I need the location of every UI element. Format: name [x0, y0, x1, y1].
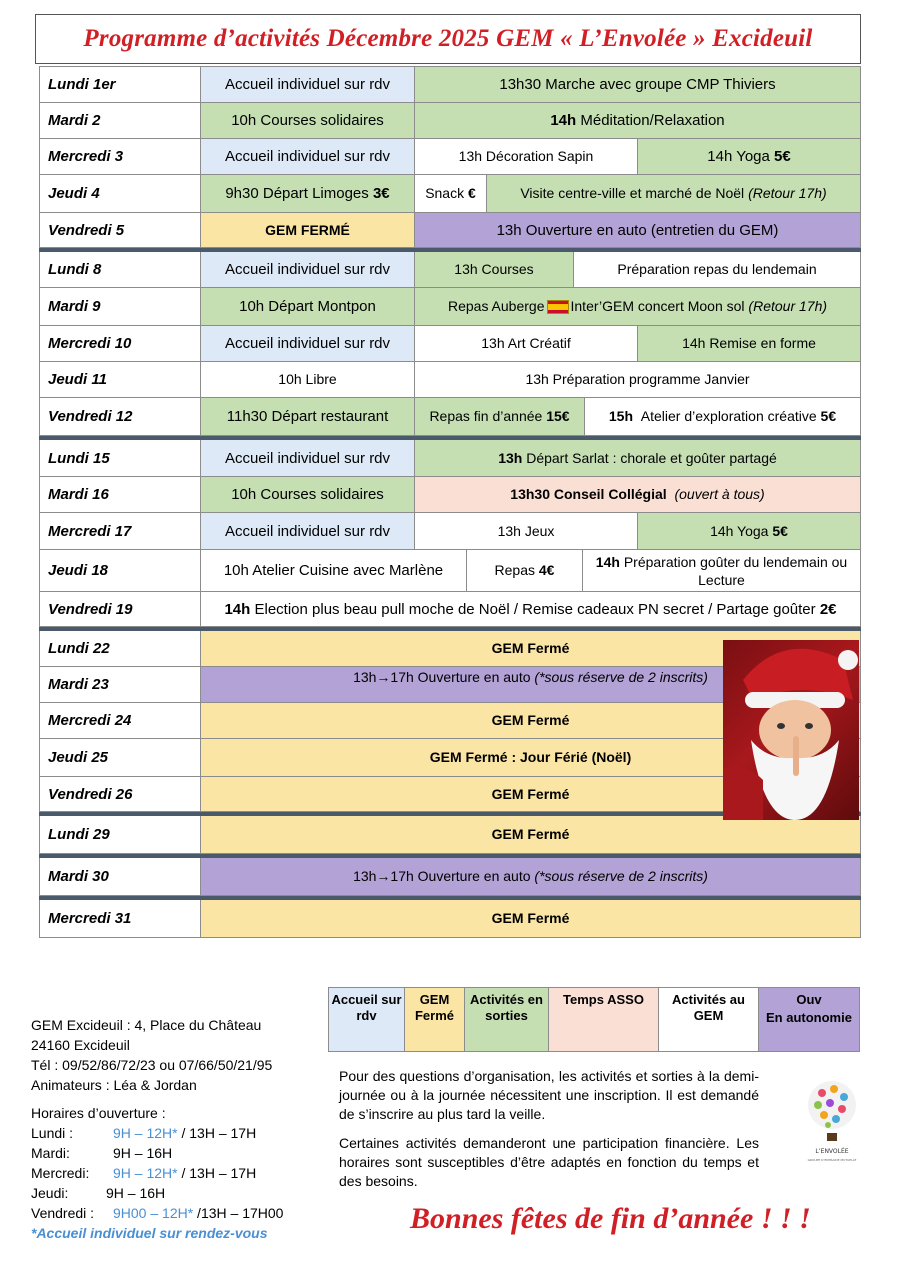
day-label: Mardi 9 — [39, 288, 201, 325]
note: (Retour 17h) — [748, 185, 827, 201]
price: 4€ — [538, 562, 555, 578]
activity: Méditation/Relaxation — [580, 112, 725, 129]
time: 13h — [498, 449, 523, 466]
slot-afternoon — [415, 440, 861, 476]
slot-afternoon — [487, 175, 861, 212]
slot-morning: Accueil individuel sur rdv — [201, 326, 415, 361]
activity: Inter’GEM concert Moon sol — [570, 298, 745, 314]
day-label: Mardi 30 — [39, 858, 201, 895]
santa-claus-image — [723, 640, 859, 820]
activity: Départ Sarlat : chorale et goûter partagé — [526, 449, 777, 466]
slot-morning: Accueil individuel sur rdv — [201, 440, 415, 476]
activity: Repas — [494, 562, 535, 578]
registration-paragraph: Pour des questions d’organisation, les activités et sorties à la demi-journée ou à la journée nécessitent une inscription. Il est demandé de s’inscrire au plus tard la veille. — [339, 1068, 759, 1122]
slot-afternoon-1: 13h Décoration Sapin — [415, 139, 638, 174]
hours-title: Horaires d’ouverture : — [31, 1105, 166, 1121]
city: 24160 Excideuil — [31, 1037, 130, 1053]
slot-afternoon: 13h Préparation programme Janvier — [415, 362, 861, 397]
santa-illustration — [723, 640, 859, 820]
activity: Visite centre-ville et marché de Noël — [520, 185, 745, 201]
slot-morning — [201, 175, 415, 212]
slot-morning: Accueil individuel sur rdv — [201, 139, 415, 174]
row-vendredi-5 — [39, 213, 861, 248]
day-label: Jeudi 25 — [39, 739, 201, 776]
fees-paragraph: Certaines activités demanderont une participation financière. Les horaires sont susceptibles d’être adaptés en fonction du temps et des besoins. — [339, 1135, 759, 1189]
day: Jeudi: — [31, 1185, 69, 1201]
activity: 13h→17h Ouverture en auto — [353, 669, 531, 685]
afternoon: / 13H – 17H — [177, 1165, 257, 1181]
slot-fullday: GEM Fermé — [201, 703, 861, 738]
row-mercredi-31 — [39, 896, 861, 938]
day-label: Vendredi 19 — [39, 592, 201, 626]
day-label: Mercredi 10 — [39, 326, 201, 361]
afternoon: / 13H – 17H — [177, 1125, 257, 1141]
lunch: Repas Auberge — [447, 298, 545, 314]
afternoon: /13H – 17H00 — [193, 1205, 284, 1221]
day-label: Jeudi 4 — [39, 175, 201, 212]
page-title: Programme d’activités Décembre 2025 GEM « L’Envolée » Excideuil — [83, 25, 813, 52]
day-label: Lundi 1er — [39, 67, 201, 102]
hours-note: *Accueil individuel sur rendez-vous — [31, 1225, 268, 1241]
slot-afternoon — [415, 103, 861, 138]
morning: 9H – 12H* — [113, 1165, 178, 1181]
note: (*sous réserve de 2 inscrits) — [534, 868, 708, 884]
slot-fullday: GEM Fermé — [201, 900, 861, 937]
row-jeudi-11 — [39, 362, 861, 398]
slot-fullday — [201, 858, 861, 895]
slot-afternoon — [585, 398, 861, 435]
slot-morning: 11h30 Départ restaurant — [201, 398, 415, 435]
day: Mercredi: — [31, 1165, 90, 1181]
balloon-logo-icon — [800, 1077, 864, 1173]
activity: 13h→17h Ouverture en auto — [353, 868, 531, 884]
time: 15h — [608, 408, 633, 424]
slot-morning: 10h Courses solidaires — [201, 103, 415, 138]
slot-afternoon-1: 13h Courses — [415, 252, 574, 287]
spain-flag-icon — [547, 300, 569, 314]
row-mardi-9 — [39, 288, 861, 326]
legend-sorties: Activités en sorties — [465, 988, 549, 1051]
staff: Animateurs : Léa & Jordan — [31, 1077, 197, 1093]
slot-afternoon: 13h Ouverture en auto (entretien du GEM) — [415, 213, 861, 247]
hours: 9H – 16H — [113, 1145, 173, 1161]
price: € — [468, 185, 476, 201]
price: 5€ — [774, 148, 791, 165]
slot-afternoon-2 — [638, 513, 861, 549]
slot-afternoon-1: 13h Jeux — [415, 513, 638, 549]
row-mardi-16 — [39, 477, 861, 513]
hours-jeudi — [31, 1183, 331, 1203]
row-lundi-8 — [39, 248, 861, 288]
slot-fullday: GEM Fermé : Jour Férié (Noël) — [201, 739, 861, 776]
slot-morning: 10h Libre — [201, 362, 415, 397]
legend-ferme: GEM Fermé — [405, 988, 465, 1051]
contact-info — [31, 1015, 321, 1095]
day-label: Mardi 16 — [39, 477, 201, 512]
hours: 9H – 16H — [106, 1185, 166, 1201]
activity: Election plus beau pull moche de Noël / Remise cadeaux PN secret / Partage goûter — [254, 600, 816, 618]
activity: 14h Yoga — [707, 148, 770, 165]
row-vendredi-12 — [39, 398, 861, 436]
activity: 9h30 Départ Limoges — [225, 185, 369, 202]
legend-au-gem: Activités au GEM — [659, 988, 759, 1051]
legend-asso: Temps ASSO — [549, 988, 659, 1051]
slot-fullday — [201, 592, 861, 626]
slot-fullday: GEM Fermé — [201, 816, 861, 853]
day-label: Jeudi 18 — [39, 550, 201, 591]
legend-ouv — [759, 988, 859, 1051]
svg-text:GROUPE D’ENTRAIDE MUTUELLE: GROUPE D’ENTRAIDE MUTUELLE — [807, 1158, 857, 1162]
day-label: Lundi 22 — [39, 631, 201, 666]
row-mardi-30 — [39, 854, 861, 896]
activity: Repas fin d’année — [429, 408, 543, 424]
slot-fullday: GEM Fermé — [201, 631, 861, 666]
slot-morning: Accueil individuel sur rdv — [201, 252, 415, 287]
slot-afternoon — [415, 477, 861, 512]
price: 3€ — [372, 185, 390, 202]
svg-text:L’ENVOLÉE: L’ENVOLÉE — [815, 1148, 849, 1155]
price: 2€ — [819, 600, 837, 618]
season-greetings: Bonnes fêtes de fin d’année ! ! ! — [410, 1202, 811, 1235]
day-label: Jeudi 11 — [39, 362, 201, 397]
price: 5€ — [772, 522, 788, 539]
day: Mardi: — [31, 1145, 70, 1161]
legend-ouv-line1: Ouv — [796, 992, 822, 1007]
row-jeudi-18 — [39, 550, 861, 592]
legend-ouv-line2: En autonomie — [766, 1010, 852, 1025]
slot-afternoon-1: 13h Art Créatif — [415, 326, 638, 361]
slot-afternoon-2: Préparation repas du lendemain — [574, 252, 861, 287]
price: 15€ — [546, 408, 570, 424]
day-label: Vendredi 26 — [39, 777, 201, 811]
opening-hours — [31, 1103, 331, 1243]
envolee-logo — [800, 1077, 864, 1173]
row-jeudi-4 — [39, 175, 861, 213]
row-lundi-15 — [39, 436, 861, 477]
activity: 14h Yoga — [710, 522, 769, 539]
slot-afternoon-2: 14h Remise en forme — [638, 326, 861, 361]
slot-morning: GEM FERMÉ — [201, 213, 415, 247]
slot-morning: Accueil individuel sur rdv — [201, 67, 415, 102]
time: 14h — [224, 600, 251, 618]
day-label: Mercredi 17 — [39, 513, 201, 549]
note: (ouvert à tous) — [674, 486, 765, 502]
row-mercredi-3 — [39, 139, 861, 175]
color-legend — [328, 987, 860, 1052]
slot-afternoon — [583, 550, 861, 591]
price: 5€ — [820, 408, 837, 424]
hours-lundi — [31, 1123, 331, 1143]
day-label: Lundi 29 — [39, 816, 201, 853]
slot-lunch — [415, 175, 487, 212]
hours-mercredi — [31, 1163, 331, 1183]
slot-afternoon: 13h30 Marche avec groupe CMP Thiviers — [415, 67, 861, 102]
slot-afternoon-2 — [638, 139, 861, 174]
hours-mardi — [31, 1143, 331, 1163]
slot-morning: 10h Courses solidaires — [201, 477, 415, 512]
slot-lunch — [467, 550, 583, 591]
day-label: Mardi 23 — [39, 667, 201, 702]
activity: Atelier d’exploration créative — [640, 408, 817, 424]
row-vendredi-19 — [39, 592, 861, 627]
row-mercredi-17 — [39, 513, 861, 550]
activity: Snack — [425, 185, 465, 201]
day-label: Vendredi 12 — [39, 398, 201, 435]
day-label: Mercredi 31 — [39, 900, 201, 937]
day-label: Mardi 2 — [39, 103, 201, 138]
note: (*sous réserve de 2 inscrits) — [534, 669, 708, 685]
morning: 9H00 – 12H* — [113, 1205, 194, 1221]
time: 14h — [550, 112, 577, 129]
slot-morning: 10h Atelier Cuisine avec Marlène — [201, 550, 467, 591]
morning: 9H – 12H* — [113, 1125, 178, 1141]
title-box — [35, 14, 861, 64]
slot-fullday: GEM Fermé — [201, 777, 861, 811]
activity: 13h30 Conseil Collégial — [510, 486, 667, 502]
day: Vendredi : — [31, 1205, 95, 1221]
row-lundi-1 — [39, 66, 861, 103]
day-label: Vendredi 5 — [39, 213, 201, 247]
row-mercredi-10 — [39, 326, 861, 362]
activity: Préparation goûter du lendemain ou Lecture — [623, 553, 848, 588]
slot-morning: 10h Départ Montpon — [201, 288, 415, 325]
day-label: Lundi 15 — [39, 440, 201, 476]
phone: Tél : 09/52/86/72/23 ou 07/66/50/21/95 — [31, 1057, 273, 1073]
day: Lundi : — [31, 1125, 74, 1141]
day-label: Lundi 8 — [39, 252, 201, 287]
note: (Retour 17h) — [748, 298, 828, 314]
slot-afternoon — [415, 288, 861, 325]
slot-lunch — [415, 398, 585, 435]
slot-morning: Accueil individuel sur rdv — [201, 513, 415, 549]
day-label: Mercredi 24 — [39, 703, 201, 738]
hours-vendredi — [31, 1203, 331, 1223]
row-mardi-2 — [39, 103, 861, 139]
day-label: Mercredi 3 — [39, 139, 201, 174]
address: GEM Excideuil : 4, Place du Château — [31, 1017, 262, 1033]
legend-rdv: Accueil sur rdv — [329, 988, 405, 1051]
time: 14h — [595, 553, 620, 570]
